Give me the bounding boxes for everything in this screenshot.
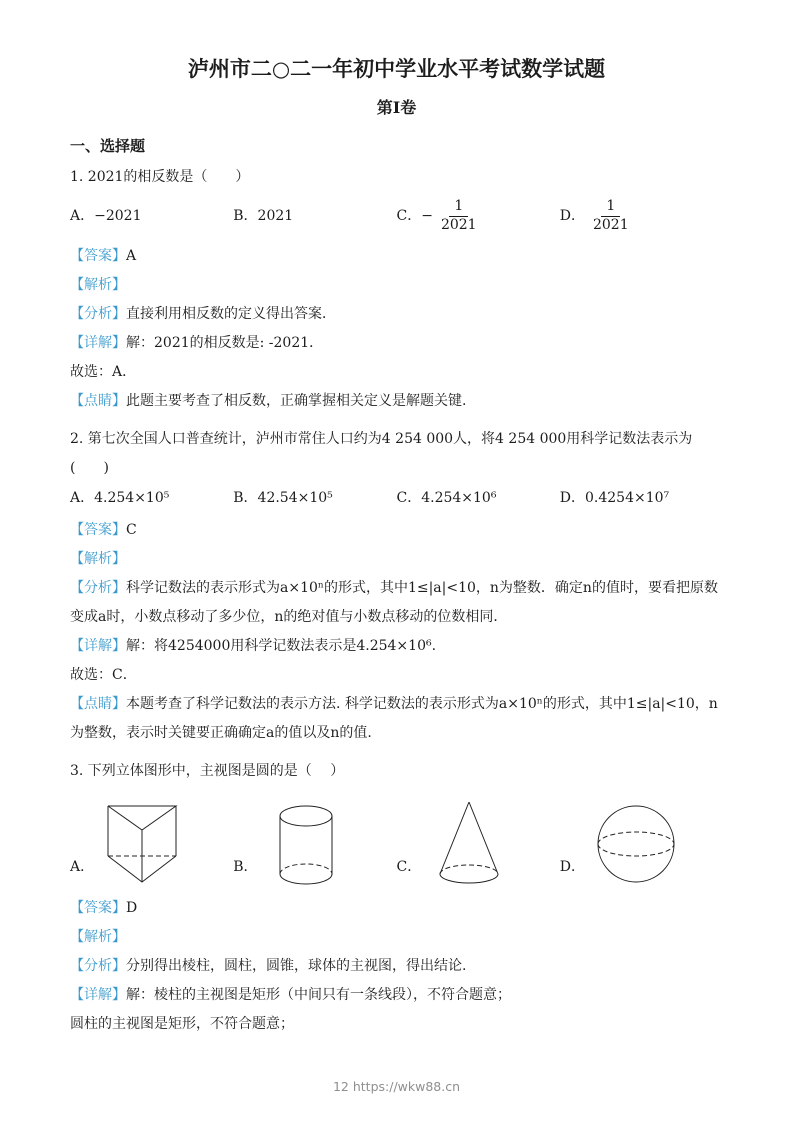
fraction [436,198,482,234]
sphere-icon [593,792,679,892]
page-footer: 12 https://wkw88.cn [332,1079,461,1094]
q3-stem: 3. 下列立体图形中，主视图是圆的是（ ） [70,763,345,779]
q1-analysis-heading [70,271,723,300]
q3-figure-d [560,792,723,892]
q2-option-a [70,484,233,513]
figure-label: C． [396,859,422,875]
fraction [588,198,634,234]
question-3 [70,757,723,1039]
answer-label: 【答案】 [70,522,126,538]
q2-answer-line [70,516,723,545]
q2-dianjing-line [70,690,723,748]
q2-options [70,484,723,513]
fenxi-text: 直接利用相反数的定义得出答案． [126,306,336,322]
cone-icon [429,792,509,892]
figure-label: D． [559,859,585,875]
option-label: D． [559,490,585,506]
q3-xiangjie-line [70,981,723,1010]
fraction-numerator: 1 [449,198,468,217]
q3-figure-a [70,792,233,892]
fraction-denominator: 2021 [592,216,629,233]
q1-xiangjie-line [70,329,723,358]
option-label: B． [233,207,258,224]
answer-label: 【答案】 [70,248,126,264]
q1-dianjing-line [70,387,723,416]
q3-xiangjie-line-2: 圆柱的主视图是矩形，不符合题意； [70,1016,294,1032]
q3-fenxi-line [70,952,723,981]
xiangjie-label: 【详解】 [70,638,126,654]
fenxi-label: 【分析】 [70,958,126,974]
option-text: 2021 [257,207,294,224]
q2-xiangjie-line [70,632,723,661]
fraction-numerator: 1 [601,198,620,217]
q1-option-c [397,193,560,239]
q3-analysis-heading [70,923,723,952]
option-text: 4.254×10⁶ [421,490,497,506]
analysis-label: 【解析】 [70,277,126,293]
q1-option-a [70,193,233,239]
option-label: C． [396,207,422,224]
option-text: −2021 [94,207,142,224]
q2-fenxi-line [70,574,723,632]
q1-answer-line [70,242,723,271]
fenxi-label: 【分析】 [70,580,126,596]
q2-option-d [560,484,723,513]
q2-stem: 2. 第七次全国人口普查统计，泸州市常住人口约为4 254 000人，将4 254 000用科学记数法表示为( ) [70,431,693,476]
xiangjie-text: 解：将4254000用科学记数法表示是4.254×10⁶. [126,638,437,654]
q3-figure-b [233,792,396,892]
cylinder-icon [266,792,346,892]
dianjing-text: 本题考查了科学记数法的表示方法. 科学记数法的表示形式为a×10ⁿ的形式，其中1≤|a|<10，n为整数，表示时关键要正确确定a的值以及n的值. [70,696,718,741]
option-label: A． [70,490,95,506]
option-label: D． [559,207,585,224]
xiangjie-text: 解：棱柱的主视图是矩形（中间只有一条线段），不符合题意； [126,987,511,1003]
q3-figures [70,792,723,892]
q1-conclusion-line: 故选：A． [70,364,137,380]
q3-answer-line [70,894,723,923]
option-text: 42.54×10⁵ [257,490,333,506]
q1-fenxi-line [70,300,723,329]
figure-label: B． [233,859,258,875]
volume-heading: 第I卷 [376,98,417,117]
xiangjie-label: 【详解】 [70,987,126,1003]
option-text: 0.4254×10⁷ [584,490,670,506]
fenxi-text: 科学记数法的表示形式为a×10ⁿ的形式，其中1≤|a|<10，n为整数．确定n的值时，要看把原数变成a时，小数点移动了多少位，n的绝对值与小数点移动的位数相同． [70,580,718,625]
option-text: 4.254×10⁵ [94,490,170,506]
answer-value: C [126,522,137,538]
q1-stem: 1. 2021的相反数是（ ） [70,169,250,185]
q1-option-d [560,193,723,239]
section-heading: 一、选择题 [70,137,146,155]
answer-label: 【答案】 [70,900,126,916]
q2-option-b [233,484,396,513]
q1-options [70,193,723,239]
triangular-prism-icon [102,792,182,892]
q2-analysis-heading [70,545,723,574]
q1-option-b [233,193,396,239]
dianjing-label: 【点睛】 [70,393,126,409]
xiangjie-label: 【详解】 [70,335,126,351]
option-label: A． [70,207,95,224]
fenxi-text: 分别得出棱柱，圆柱，圆锥，球体的主视图，得出结论. [126,958,467,974]
xiangjie-text: 解：2021的相反数是: -2021． [126,335,324,351]
option-label: C． [396,490,422,506]
answer-value: A [126,248,137,264]
answer-value: D [126,900,138,916]
analysis-label: 【解析】 [70,551,126,567]
option-label: B． [233,490,258,506]
fenxi-label: 【分析】 [70,306,126,322]
dianjing-label: 【点睛】 [70,696,126,712]
minus-sign: − [421,207,433,224]
q3-figure-c [397,792,560,892]
analysis-label: 【解析】 [70,929,126,945]
fraction-denominator: 2021 [440,216,477,233]
q2-conclusion-line: 故选：C． [70,667,137,683]
document-title: 泸州市二○二一年初中学业水平考试数学试题 [187,56,606,81]
dianjing-text: 此题主要考查了相反数，正确掌握相关定义是解题关键. [126,393,467,409]
question-2 [70,425,723,748]
figure-label: A． [70,859,95,875]
q2-option-c [397,484,560,513]
question-1 [70,163,723,416]
